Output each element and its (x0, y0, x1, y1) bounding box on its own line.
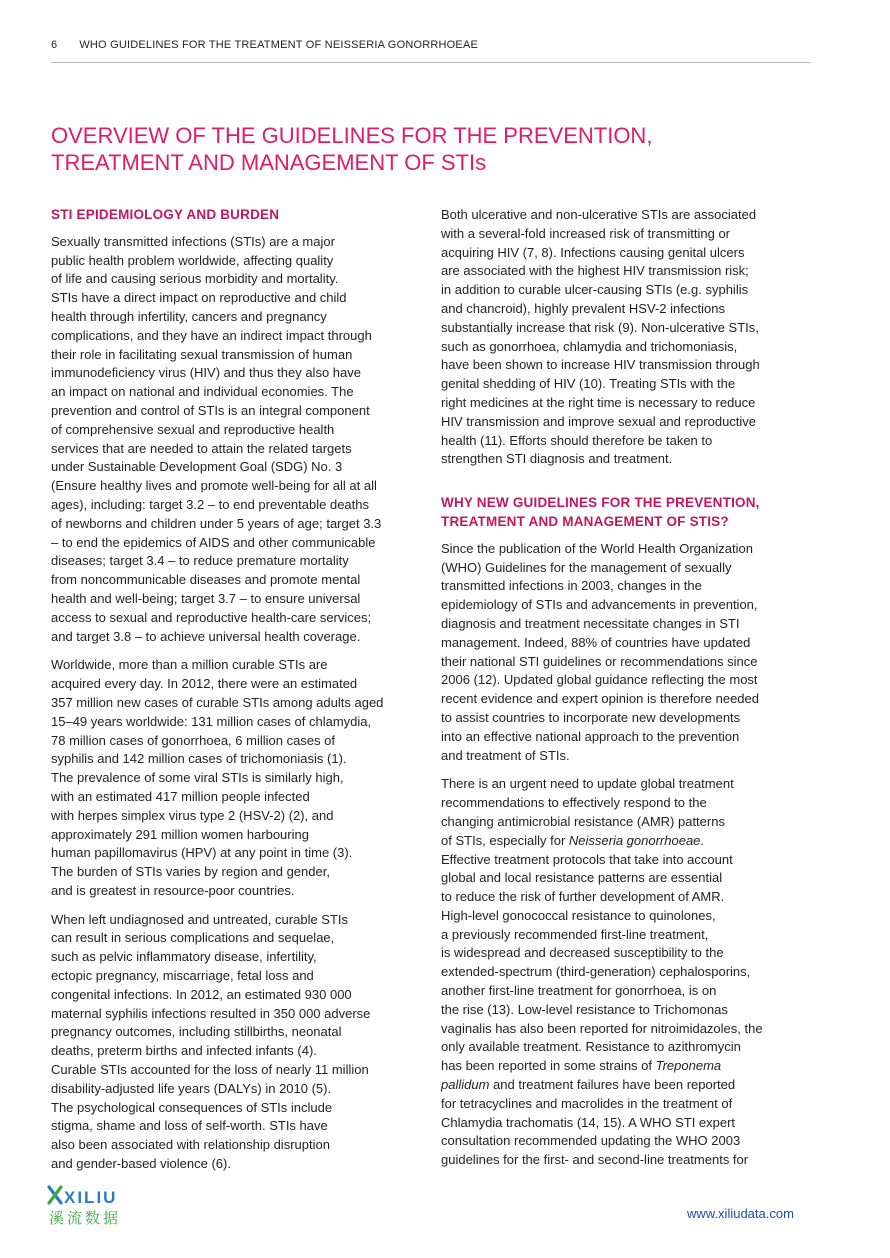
species-treponema: Treponema pallidum (441, 1058, 722, 1093)
paragraph-worldwide-cases: Worldwide, more than a million curable STIs are acquired every day. In 2012, there were an estimated 357 million new cases of curable STIs among adults aged 15–49 years worldwide: 131 million cases of chlamydia, 78 million cases of gonorrhoea, 6 million cases of syphilis and 142 million cases of trichomoniasis (1). The prevalence of some viral STIs is similarly high, with an estimated 417 million people infected with herpes simplex virus type 2 (HSV-2) (2), and approximately 291 million women harbouring human papillomavirus (HPV) at any point in time (3). The burden of STIs varies by region and gender, and is greatest in resource-poor countries. (51, 657, 384, 898)
logo-latin-text: XILIU (64, 1188, 118, 1207)
xiliu-logo (47, 1185, 133, 1227)
section-heading-why-new-guidelines: WHY NEW GUIDELINES FOR THE PREVENTION, TREATMENT AND MANAGEMENT OF STIS? (441, 495, 760, 529)
amr-text-part-3: and treatment failures have been reported for tetracyclines and macrolides in the treatment of Chlamydia trachomatis (14, 15). A WHO STI expert consultation recommended updating the WHO 2003 guidelines for the first- and second-line treatments for (441, 1077, 749, 1168)
running-header (51, 39, 810, 51)
paragraph-amr-need (441, 775, 811, 1170)
section-heading-epidemiology: STI EPIDEMIOLOGY AND BURDEN (51, 207, 280, 222)
page-title: OVERVIEW OF THE GUIDELINES FOR THE PREVENTION, TREATMENT AND MANAGEMENT OF STIs (51, 123, 653, 175)
amr-text-part-1: There is an urgent need to update global treatment recommendations to effectively respond to the changing antimicrobial resistance (AMR) patterns of STIs, especially for (441, 776, 734, 848)
left-column (51, 206, 423, 1184)
paragraph-publication-changes: Since the publication of the World Health Organization (WHO) Guidelines for the management of sexually transmitted infections in 2003, changes in the epidemiology of STIs and advancements in prevention, diagnosis and treatment necessitate changes in STI management. Indeed, 88% of countries have updated their national STI guidelines or recommendations since 2006 (12). Updated global guidance reflecting the most recent evidence and expert opinion is therefore needed to assist countries to incorporate new developments into an effective national approach to the prevention and treatment of STIs. (441, 540, 759, 763)
right-column (441, 206, 811, 1180)
paragraph-complications: When left undiagnosed and untreated, curable STIs can result in serious complications and sequelae, such as pelvic inflammatory disease, infertility, ectopic pregnancy, miscarriage, fetal loss and congenital infections. In 2012, an estimated 930 000 maternal syphilis infections resulted in 350 000 adverse pregnancy outcomes, including stillbirths, neonatal deaths, preterm births and infected infants (4). Curable STIs accounted for the loss of nearly 11 million disability-adjusted life years (DALYs) in 2010 (5). The psychological consequences of STIs include stigma, shame and loss of self-worth. STIs have also been associated with relationship disruption and gender-based violence (6). (51, 911, 371, 1172)
logo-mark-icon (49, 1187, 61, 1203)
paragraph-sti-burden: Sexually transmitted infections (STIs) are a major public health problem worldwide, affecting quality of life and causing serious morbidity and mortality. STIs have a direct impact on reproductive and child health through infertility, cancers and pregnancy complications, and they have an indirect impact through their role in facilitating sexual transmission of human immunodeficiency virus (HIV) and thus they also have an impact on national and individual economies. The prevention and control of STIs is an integral component of comprehensive sexual and reproductive health services that are needed to attain the related targets under Sustainable Development Goal (SDG) No. 3 (Ensure healthy lives and promote well-being for all at all ages), including: target 3.2 – to end preventable deaths of newborns and children under 5 years of age; target 3.3 – to end the epidemics of AIDS and other communicable diseases; target 3.4 – to reduce premature mortality from noncommunicable diseases and promote mental health and well-being; target 3.7 – to ensure universal access to sexual and reproductive health-care services; and target 3.8 – to achieve universal health coverage. (51, 233, 382, 644)
page-number: 6 (51, 39, 58, 51)
species-neisseria: Neisseria gonorrhoeae (568, 832, 701, 848)
amr-text-part-2: . Effective treatment protocols that take into account global and local resistance patterns are essential to reduce the risk of further development of AMR. High-level gonococcal resistance to quinolones, a previously recommended first-line treatment, is widespread and decreased susceptibility to the extended-spectrum (third-generation) cephalosporins, another first-line treatment for gonorrhoea, is on the rise (13). Low-level resistance to Trichomonas vaginalis has also been reported for nitroimidazoles, the only available treatment. Resistance to azithromycin has been reported in some strains of (441, 832, 763, 1074)
running-title: WHO GUIDELINES FOR THE TREATMENT OF NEISSERIA GONORRHOEAE (79, 39, 479, 51)
paragraph-hiv-association: Both ulcerative and non-ulcerative STIs are associated with a several-fold increased risk of transmitting or acquiring HIV (7, 8). Infections causing genital ulcers are associated with the highest HIV transmission risk; in addition to curable ulcer-causing STIs (e.g. syphilis and chancroid), highly prevalent HSV-2 infections substantially increase that risk (9). Non-ulcerative STIs, such as gonorrhoea, chlamydia and trichomoniasis, have been shown to increase HIV transmission through genital shedding of HIV (10). Treating STIs with the right medicines at the right time is necessary to reduce HIV transmission and improve sexual and reproductive health (11). Efforts should therefore be taken to strengthen STI diagnosis and treatment. (441, 207, 760, 467)
header-divider (51, 62, 810, 63)
logo-chinese-text: 溪流数据 (49, 1209, 122, 1227)
footer-url-link[interactable]: www.xiliudata.com (687, 1206, 794, 1221)
